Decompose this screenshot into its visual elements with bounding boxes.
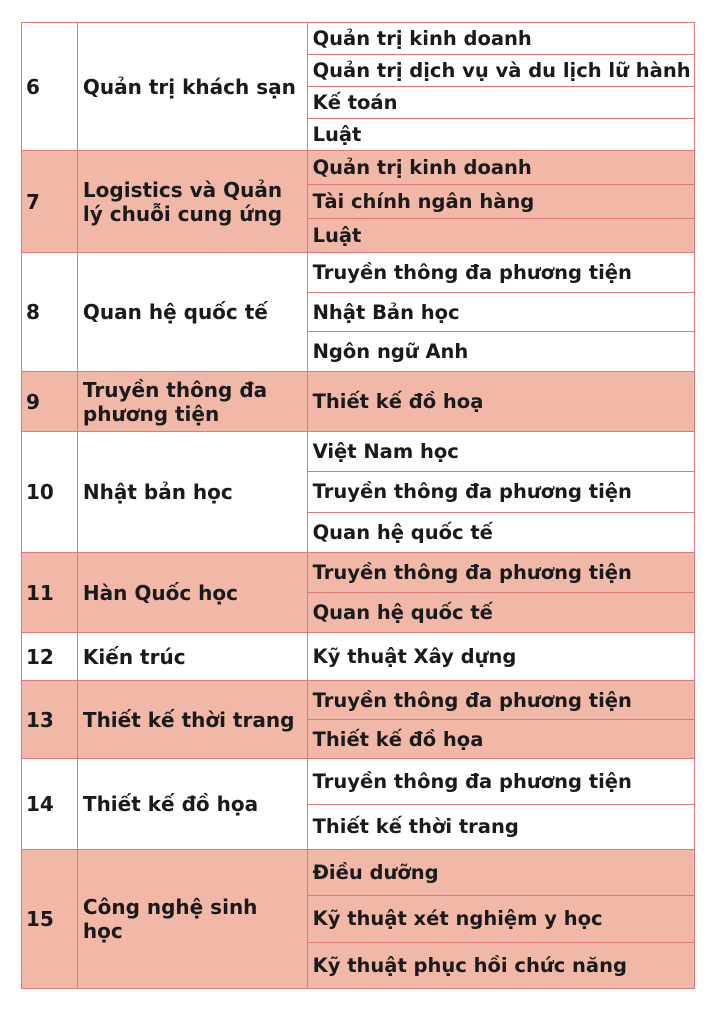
related-majors xyxy=(308,253,695,371)
table-row-6 xyxy=(22,23,695,151)
table-row-10 xyxy=(22,432,695,553)
related-major: Nhật Bản học xyxy=(308,293,694,333)
row-number: 14 xyxy=(22,759,78,849)
related-major: Truyền thông đa phương tiện xyxy=(308,253,694,293)
table-row-15 xyxy=(22,850,695,989)
row-number: 8 xyxy=(22,253,78,371)
related-major: Kỹ thuật xét nghiệm y học xyxy=(308,896,694,942)
table-row-8 xyxy=(22,253,695,372)
major-name: Công nghệ sinh học xyxy=(78,850,308,988)
related-majors xyxy=(308,23,695,150)
row-number: 12 xyxy=(22,633,78,680)
major-name: Nhật bản học xyxy=(78,432,308,552)
related-major: Thiết kế đồ hoạ xyxy=(312,390,484,413)
major-name: Kiến trúc xyxy=(78,633,308,680)
related-major: Kỹ thuật phục hồi chức năng xyxy=(312,953,627,977)
related-major: Việt Nam học xyxy=(308,432,694,472)
related-major: Truyền thông đa phương tiện xyxy=(308,759,694,805)
major-name: Thiết kế thời trang xyxy=(78,681,308,758)
row-number: 11 xyxy=(22,553,78,632)
related-majors xyxy=(308,372,695,431)
row-number: 10 xyxy=(22,432,78,552)
related-majors xyxy=(308,553,695,632)
related-major: Quan hệ quốc tế xyxy=(312,520,493,544)
related-major: Quan hệ quốc tế xyxy=(312,601,493,624)
related-majors xyxy=(308,850,695,988)
related-major: Luật xyxy=(312,224,362,247)
major-name: Logistics và Quản lý chuỗi cung ứng xyxy=(78,151,308,252)
related-major: Điều dưỡng xyxy=(308,850,694,896)
related-major: Kế toán xyxy=(308,87,694,119)
table-row-9 xyxy=(22,372,695,432)
major-name: Hàn Quốc học xyxy=(78,553,308,632)
related-major: Truyền thông đa phương tiện xyxy=(308,553,694,593)
row-number: 6 xyxy=(22,23,78,150)
major-name: Quản trị khách sạn xyxy=(78,23,308,150)
related-major: Thiết kế đồ họa xyxy=(312,727,484,751)
related-major: Quản trị dịch vụ và du lịch lữ hành xyxy=(308,55,694,87)
related-major: Truyền thông đa phương tiện xyxy=(308,472,694,512)
table-row-13 xyxy=(22,681,695,759)
related-majors xyxy=(308,633,695,680)
related-major: Thiết kế thời trang xyxy=(312,815,519,839)
related-major: Quản trị kinh doanh xyxy=(308,151,694,185)
major-name: Quan hệ quốc tế xyxy=(78,253,308,371)
major-name: Thiết kế đồ họa xyxy=(78,759,308,849)
row-number: 15 xyxy=(22,850,78,988)
related-major: Truyền thông đa phương tiện xyxy=(308,681,694,720)
major-name: Truyền thông đa phương tiện xyxy=(78,372,308,431)
row-number: 9 xyxy=(22,372,78,431)
table-row-12 xyxy=(22,633,695,681)
related-major: Kỹ thuật Xây dựng xyxy=(312,645,517,668)
table-row-14 xyxy=(22,759,695,850)
row-number: 7 xyxy=(22,151,78,252)
related-major: Tài chính ngân hàng xyxy=(308,185,694,219)
majors-table xyxy=(21,22,695,989)
row-number: 13 xyxy=(22,681,78,758)
related-major: Quản trị kinh doanh xyxy=(308,23,694,55)
related-major: Luật xyxy=(312,123,362,146)
related-majors xyxy=(308,432,695,552)
related-majors xyxy=(308,151,695,252)
related-majors xyxy=(308,759,695,849)
table-row-7 xyxy=(22,151,695,253)
related-majors xyxy=(308,681,695,758)
related-major: Ngôn ngữ Anh xyxy=(312,340,469,364)
table-row-11 xyxy=(22,553,695,633)
